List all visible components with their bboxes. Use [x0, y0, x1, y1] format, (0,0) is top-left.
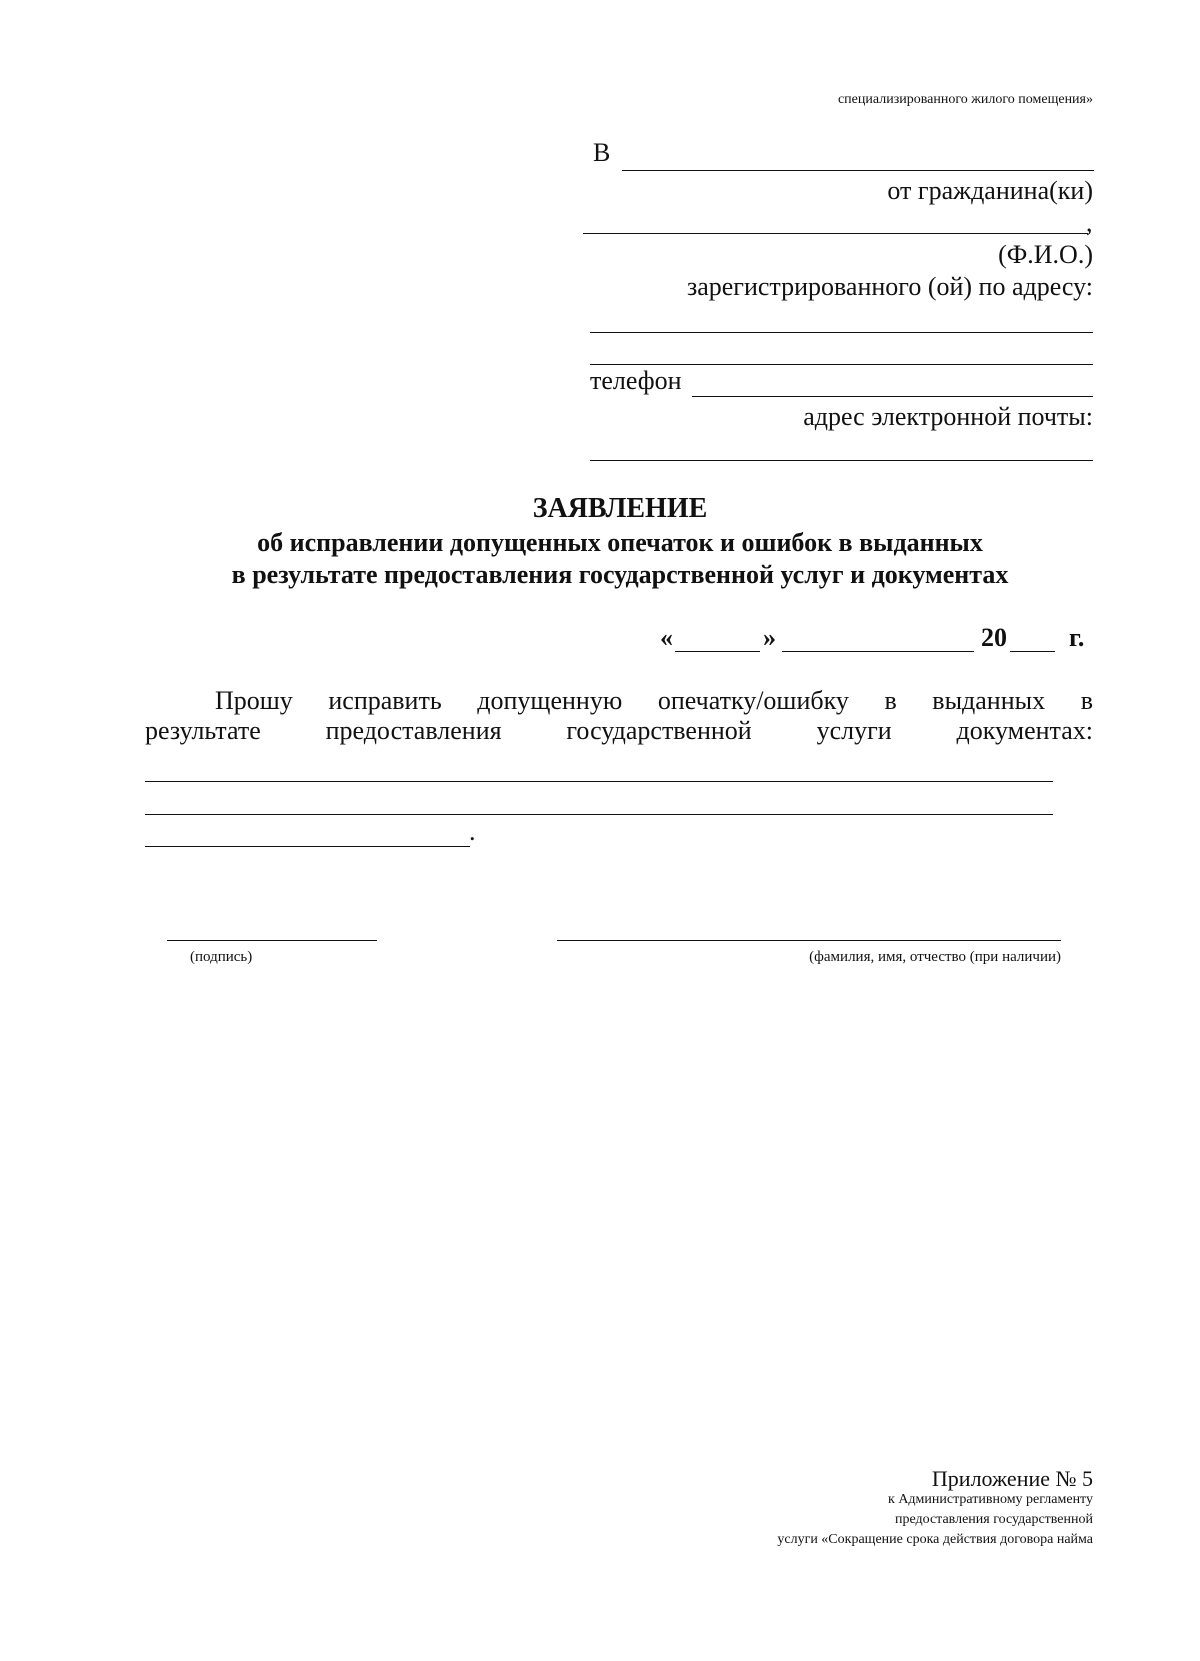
request-word: результате [145, 716, 261, 745]
request-field-line-2[interactable] [145, 814, 1053, 815]
request-field-line-3[interactable] [145, 846, 470, 847]
request-period: . [469, 817, 476, 846]
request-word: предоставления [325, 716, 502, 745]
full-name-caption: (фамилия, имя, отчество (при наличии) [809, 949, 1061, 965]
fio-comma: , [1086, 208, 1093, 237]
date-month-field[interactable] [782, 651, 974, 652]
registered-label: зарегистрированного (ой) по адресу: [686, 272, 1093, 301]
document-title: ЗАЯВЛЕНИЕ [532, 493, 708, 524]
full-name-field-line[interactable] [557, 940, 1061, 941]
to-field-line[interactable] [622, 170, 1094, 171]
request-word: в [884, 686, 897, 715]
appendix-title: Приложение № 5 [931, 1466, 1093, 1491]
appendix-line-3: услуги «Сокращение срока действия договора найма [777, 1532, 1093, 1547]
address-line-1[interactable] [590, 332, 1093, 333]
request-line-1 [215, 686, 1093, 716]
request-word: выданных [932, 686, 1046, 715]
signature-field-line[interactable] [167, 940, 377, 941]
request-word: документах: [956, 716, 1093, 745]
date-close-quote: » [763, 623, 776, 652]
document-subtitle-line2: в результате предоставления государственной услуг и документах [231, 560, 1009, 589]
appendix-line-1: к Административному регламенту [888, 1492, 1093, 1507]
fio-field-line[interactable] [583, 233, 1088, 234]
request-word: исправить [328, 686, 442, 715]
document-subtitle-line1: об исправлении допущенных опечаток и ошибок в выданных [257, 528, 983, 557]
email-field-line[interactable] [590, 460, 1093, 461]
phone-label: телефон [590, 366, 682, 395]
date-open-quote: « [660, 623, 673, 652]
request-word: допущенную [477, 686, 623, 715]
email-label: адрес электронной почты: [803, 402, 1093, 431]
date-century: 20 [981, 623, 1007, 652]
appendix-line-2: предоставления государственной [894, 1512, 1093, 1527]
date-year-field[interactable] [1010, 651, 1055, 652]
request-word: Прошу [215, 686, 293, 715]
signature-caption: (подпись) [190, 949, 253, 965]
header-continuation: специализированного жилого помещения» [837, 92, 1093, 107]
phone-field-line[interactable] [692, 396, 1093, 397]
date-day-field[interactable] [675, 651, 760, 652]
to-prefix: В [593, 138, 611, 167]
request-word: опечатку/ошибку [657, 686, 849, 715]
address-line-2[interactable] [590, 364, 1093, 365]
request-word: в [1080, 686, 1093, 715]
request-word: государственной [566, 716, 752, 745]
request-word: услуги [816, 716, 892, 745]
date-year-suffix: г. [1069, 623, 1085, 652]
fio-label: (Ф.И.О.) [998, 240, 1093, 269]
from-label: от гражданина(ки) [887, 176, 1093, 205]
request-line-2 [145, 716, 1093, 746]
request-field-line-1[interactable] [145, 781, 1053, 782]
